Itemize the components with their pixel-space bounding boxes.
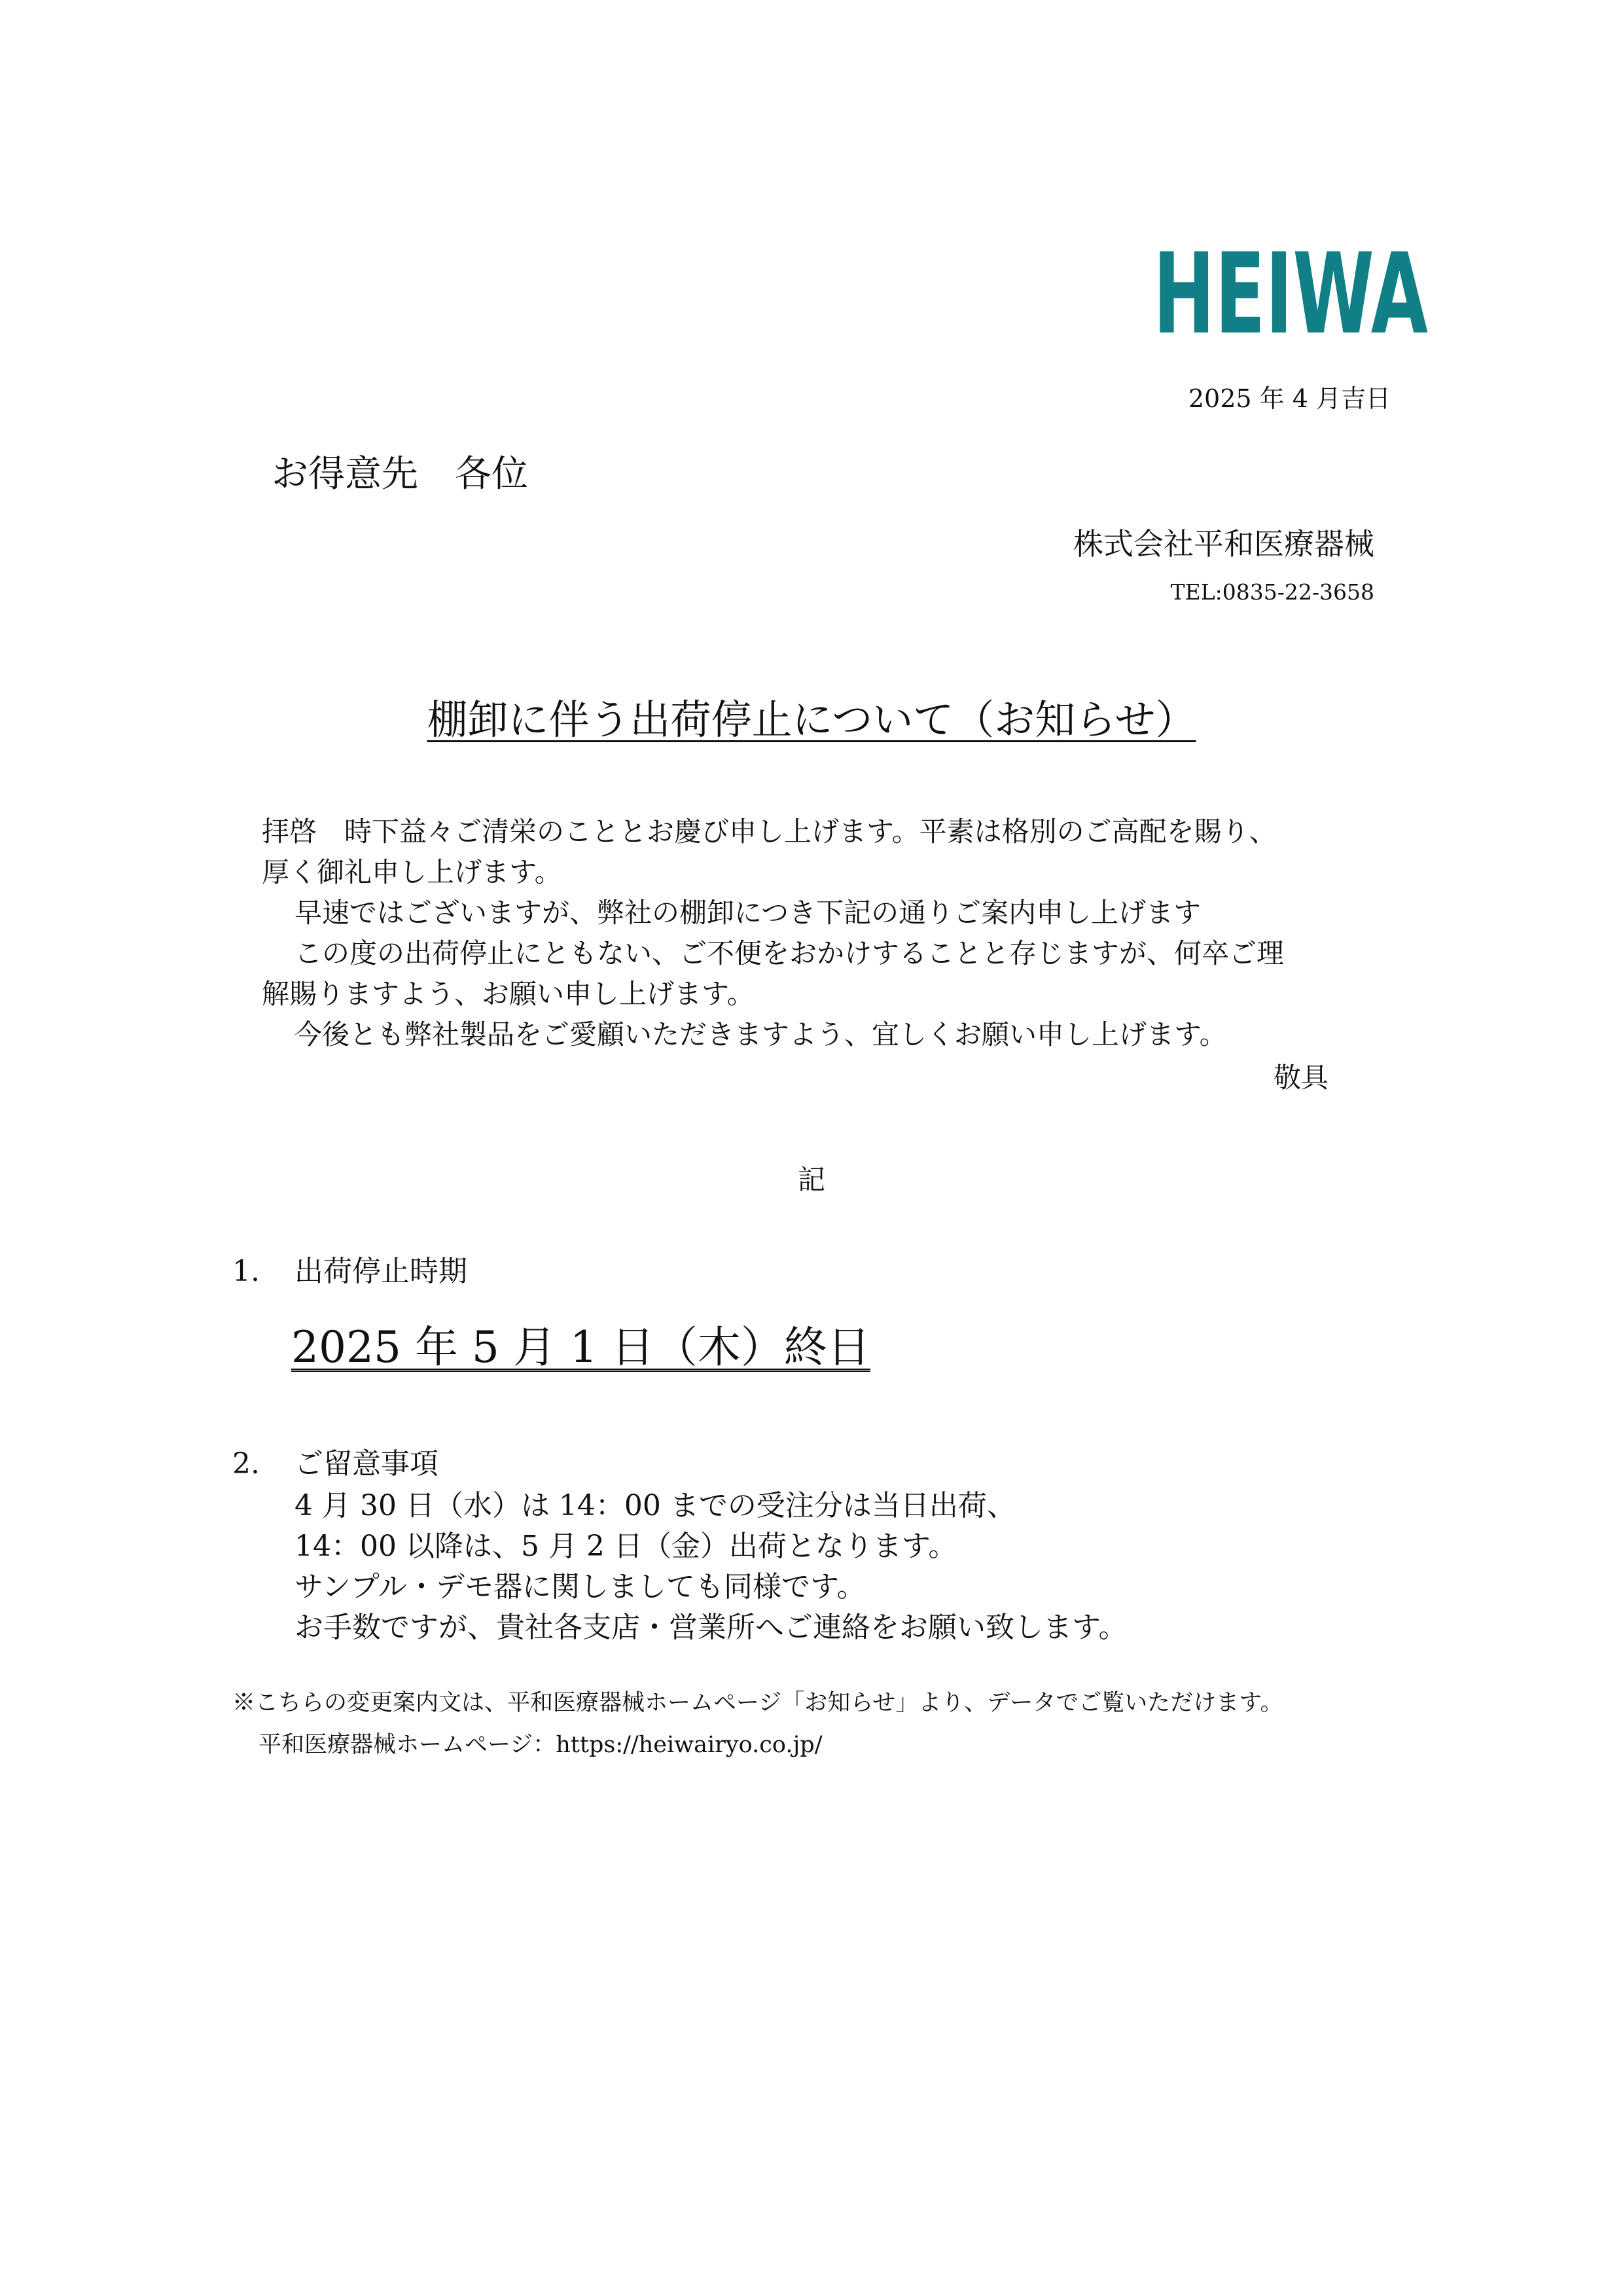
company-name: 株式会社平和医療器械 [1073, 526, 1374, 562]
body-line: 解賜りますよう、お願い申し上げます。 [262, 978, 755, 1010]
letter-body [262, 812, 1284, 1055]
note-line: 14：00 以降は、5 月 2 日（金）出荷となります。 [294, 1530, 957, 1563]
body-line: 今後とも弊社製品をご愛顧いただきますよう、宜しくお願い申し上げます。 [294, 1018, 1227, 1050]
section-title: ご留意事項 [294, 1447, 438, 1480]
note-line: 4 月 30 日（水）は 14：00 までの受注分は当日出荷、 [294, 1489, 1016, 1522]
footnote-line: ※こちらの変更案内文は、平和医療器械ホームページ「お知らせ」より、データでご覧いただけます。 [232, 1690, 1283, 1716]
note-line: お手数ですが、貴社各支店・営業所へご連絡をお願い致します。 [294, 1611, 1128, 1644]
body-line: 早速ではございますが、弊社の棚卸につき下記の通りご案内申し上げます [294, 897, 1202, 929]
logo-text: HEIWA [1153, 230, 1428, 359]
note-line: サンプル・デモ器に関しましても同様です。 [294, 1570, 866, 1604]
body-line: 拝啓 時下益々ご清栄のこととお慶び申し上げます。平素は格別のご高配を賜り、 [262, 816, 1277, 848]
telephone: TEL:0835-22-3658 [1170, 579, 1374, 605]
stop-date: 2025 年 5 月 1 日（木）終日 [291, 1322, 870, 1372]
issue-date: 2025 年 4 月吉日 [1188, 384, 1391, 413]
notes-list [294, 1486, 1127, 1648]
section-2-heading [232, 1440, 438, 1482]
section-number: 1. [232, 1255, 260, 1288]
document-title: 棚卸に伴う出荷停止について（お知らせ） [427, 696, 1196, 744]
footnote [232, 1682, 1283, 1766]
body-line: この度の出荷停止にともない、ご不便をおかけすることと存じますが、何卒ご理 [294, 937, 1285, 969]
recipient: お得意先 各位 [272, 453, 528, 495]
body-line: 厚く御礼申し上げます。 [262, 856, 562, 888]
homepage-link[interactable]: 平和医療器械ホームページ：https://heiwairyo.co.jp/ [259, 1732, 823, 1758]
section-1-heading [232, 1247, 467, 1289]
section-number: 2. [232, 1447, 260, 1480]
heiwa-logo [1153, 230, 1428, 359]
closing-word: 敬具 [1273, 1062, 1329, 1094]
section-title: 出荷停止時期 [294, 1255, 467, 1288]
ki-heading: 記 [797, 1164, 826, 1196]
